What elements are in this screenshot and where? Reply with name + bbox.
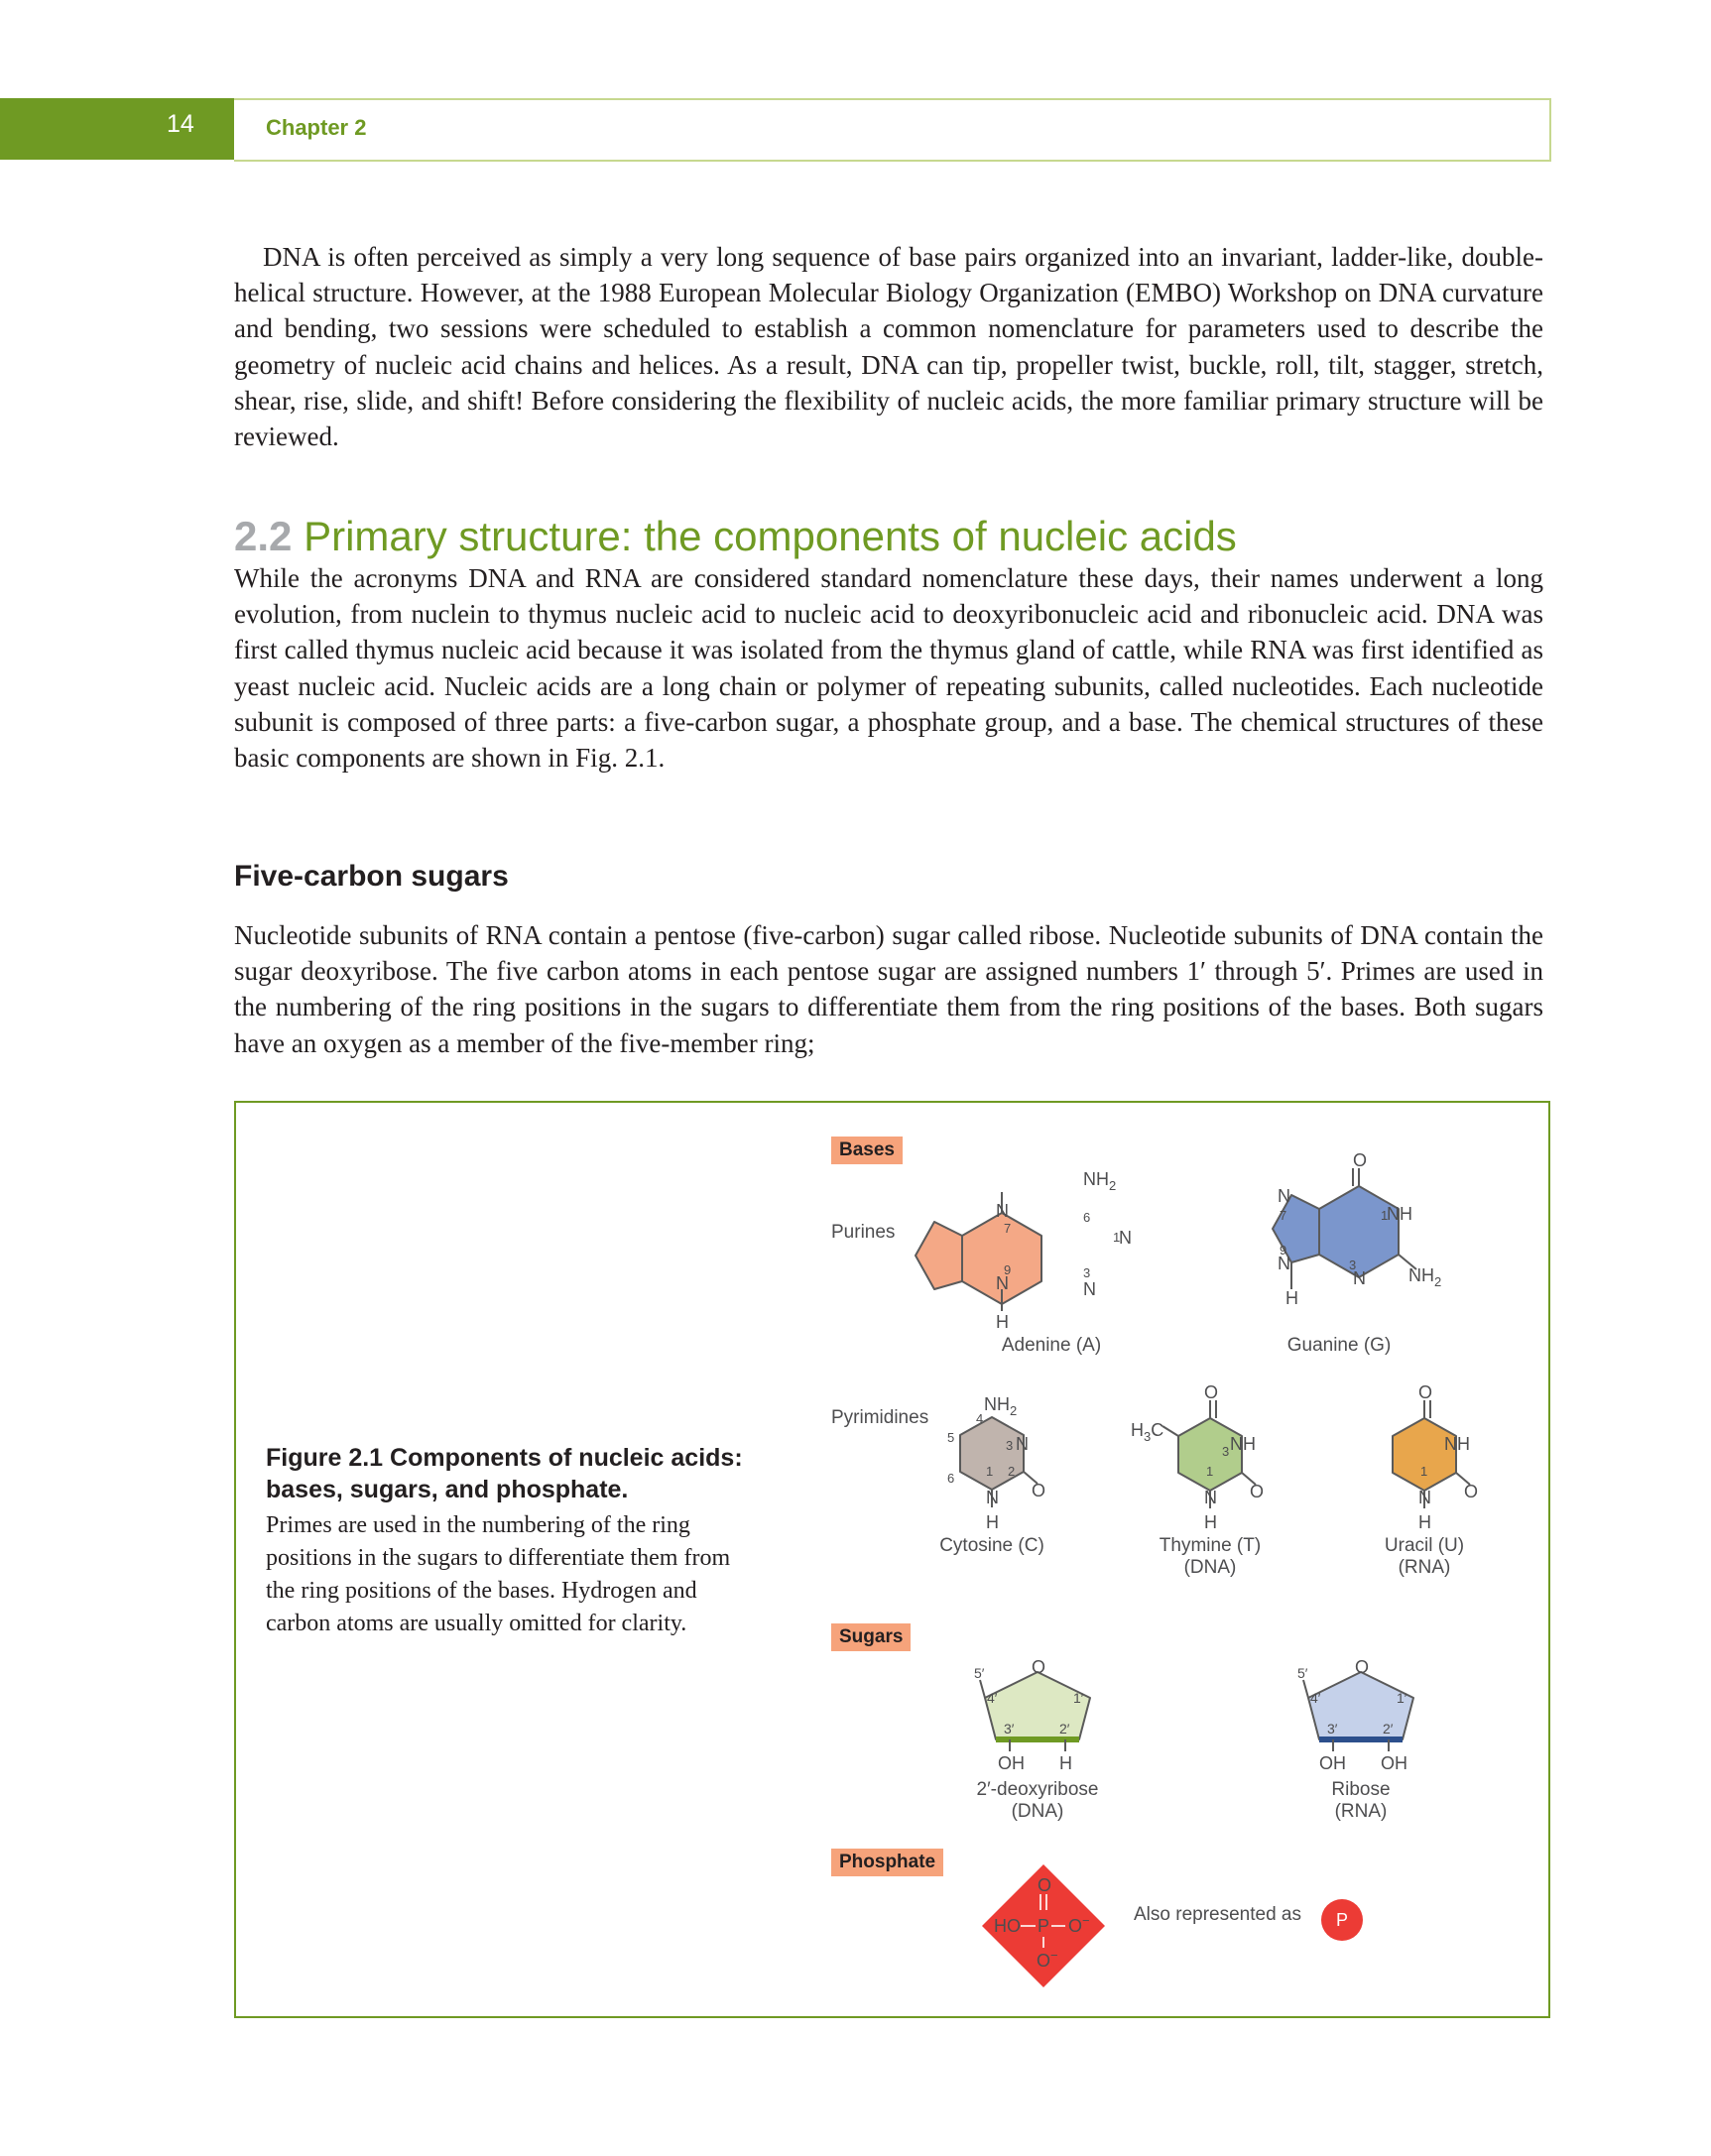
page-number: 14 [167, 110, 194, 138]
label-num: 9 [1004, 1262, 1012, 1277]
label-o: O [1353, 1150, 1368, 1170]
label-h: H [986, 1512, 999, 1532]
label-num: 4 [976, 1411, 984, 1426]
label-n: N [996, 1273, 1009, 1293]
tag-sugars: Sugars [831, 1623, 911, 1651]
adenine-label: Adenine (A) [1001, 1335, 1102, 1356]
label-n: N [1278, 1254, 1290, 1273]
label-prime: 5′ [974, 1665, 985, 1681]
label-n: N [1353, 1268, 1366, 1288]
label-num: 3 [1349, 1258, 1357, 1272]
subsection-heading: Five-carbon sugars [234, 860, 509, 893]
label-num: 6 [1083, 1210, 1091, 1225]
label-n: N [986, 1488, 999, 1507]
label-num: 6 [947, 1471, 955, 1486]
label-prime: 1′ [1397, 1690, 1407, 1706]
label-nh2: $NH_2$ [984, 1394, 1018, 1418]
label-nh2: $NH_2$ [1408, 1265, 1442, 1289]
uracil-structure [1393, 1400, 1470, 1508]
label-num: 1 [986, 1464, 994, 1479]
label-num: 7 [1280, 1208, 1287, 1223]
label-prime: 1′ [1073, 1690, 1084, 1706]
label-num: 9 [1280, 1243, 1287, 1258]
chapter-label: Chapter 2 [266, 115, 367, 140]
thymine-label: Thymine (T) (DNA) [1159, 1535, 1262, 1578]
cytosine-label: Cytosine (C) [939, 1535, 1044, 1556]
cytosine-structure [960, 1417, 1038, 1507]
section-title: Primary structure: the components of nucleic acids [304, 513, 1237, 559]
label-o: O [1204, 1382, 1219, 1402]
tag-phosphate: Phosphate [831, 1849, 943, 1876]
label-n: N [1016, 1434, 1029, 1454]
phosphate-symbol: P [1336, 1910, 1349, 1930]
phos-o-bottom: O− [1037, 1948, 1058, 1971]
uracil-label: Uracil (U) (RNA) [1384, 1535, 1465, 1578]
label-nh: NH [1387, 1204, 1412, 1224]
label-num: 1 [1381, 1208, 1389, 1223]
label-num: 3 [1006, 1438, 1014, 1453]
label-o: O [1250, 1482, 1265, 1501]
also-represented-label: Also represented as [1134, 1904, 1301, 1925]
ribose-structure [1303, 1672, 1413, 1751]
label-o: O [1032, 1657, 1046, 1677]
phos-p: P [1038, 1916, 1050, 1936]
phos-o-top: O [1038, 1875, 1052, 1895]
label-n: N [1119, 1228, 1132, 1248]
label-prime: 4′ [987, 1690, 998, 1706]
label-oh: OH [998, 1753, 1025, 1773]
label-n: N [1418, 1488, 1431, 1507]
adenine-structure [916, 1192, 1041, 1311]
label-o: O [1355, 1657, 1370, 1677]
section-paragraph: While the acronyms DNA and RNA are considered standard nomenclature these days, their names underwent a long evolution, from nuclein to thymus nucleic acid to nucleic acid to deoxyribonucleic acid and ribonucleic acid. DNA was first called thymus nucleic acid because it was isolated from the thymus gland of cattle, while RNA was first identified as yeast nucleic acid. Nucleic acids are a long chain or polymer of repeating subunits, called nucleotides. Each nucleotide subunit is composed of three parts: a five-carbon sugar, a phosphate group, and a base. The chemical structures of these basic components are shown in Fig. 2.1. [234, 563, 1543, 774]
label-n: N [1278, 1186, 1290, 1206]
phos-o-right: O− [1068, 1913, 1090, 1936]
label-nh: NH [1444, 1434, 1470, 1454]
label-h3c: $H_3C$ [1131, 1420, 1164, 1444]
label-prime: 4′ [1310, 1690, 1321, 1706]
subsection-paragraph: Nucleotide subunits of RNA contain a pentose (five-carbon) sugar called ribose. Nucleotide subunits of DNA contain the sugar deoxyribose. The five carbon atoms in each pentose sugar are assigned numbers 1′ through 5′. Primes are used in the numbering of the ring positions in the sugars to differentiate them from the ring positions of the bases. Both sugars have an oxygen as a member of the five-member ring; [234, 920, 1543, 1058]
label-h: H [996, 1312, 1009, 1332]
label-num: 2 [1008, 1464, 1016, 1479]
label-h: H [1204, 1512, 1217, 1532]
label-oh: OH [1319, 1753, 1346, 1773]
label-prime: 5′ [1297, 1665, 1308, 1681]
deoxyribose-label: 2′-deoxyribose (DNA) [976, 1779, 1099, 1822]
label-prime: 3′ [1327, 1721, 1338, 1737]
caption-title: Figure 2.1 Components of nucleic acids: bases, sugars, and phosphate. [266, 1444, 743, 1503]
label-num: 3 [1222, 1444, 1230, 1459]
label-num: 1 [1420, 1464, 1428, 1479]
phosphate-structure [982, 1864, 1363, 1987]
section-number: 2.2 [234, 513, 293, 559]
ribose-label: Ribose (RNA) [1331, 1779, 1391, 1822]
deoxyribose-structure [980, 1672, 1090, 1751]
label-h: H [1418, 1512, 1431, 1532]
label-o: O [1464, 1482, 1479, 1501]
guanine-label: Guanine (G) [1286, 1335, 1392, 1356]
label-nh: NH [1230, 1434, 1256, 1454]
row-label-purines: Purines [831, 1222, 896, 1243]
label-h: H [1285, 1288, 1298, 1308]
label-o: O [1032, 1481, 1046, 1500]
row-label-pyrimidines: Pyrimidines [831, 1407, 929, 1428]
tag-bases: Bases [831, 1137, 903, 1164]
label-prime: 2′ [1383, 1721, 1394, 1737]
intro-paragraph: DNA is often perceived as simply a very long sequence of base pairs organized into an invariant, ladder-like, double-helical structure. However, at the 1988 European Molecular Biology Organization (EMBO) Workshop on DNA curvature and bending, two sessions were scheduled to establish a common nomenclature for parameters used to describe the geometry of nucleic acid chains and helices. As a result, DNA can tip, propeller twist, buckle, roll, tilt, stagger, stretch, shear, rise, slide, and shift! Before considering the flexibility of nucleic acids, the more familiar primary structure will be reviewed. [234, 242, 1543, 452]
label-prime: 3′ [1004, 1721, 1015, 1737]
label-h: H [1059, 1753, 1072, 1773]
label-n: N [996, 1201, 1009, 1221]
label-oh: OH [1381, 1753, 1407, 1773]
label-n: N [1204, 1488, 1217, 1507]
label-num: 5 [947, 1430, 955, 1445]
label-num: 1 [1206, 1464, 1214, 1479]
label-n: N [1083, 1279, 1096, 1299]
label-o: O [1418, 1382, 1433, 1402]
label-prime: 2′ [1059, 1721, 1070, 1737]
phos-ho: HO [994, 1916, 1021, 1936]
label-nh2: $NH_2$ [1083, 1169, 1117, 1193]
label-num: 1 [1113, 1230, 1121, 1245]
caption-body: Primes are used in the numbering of the ring positions in the sugars to differentiate them from the ring positions of the bases. Hydrogen and carbon atoms are usually omitted for clarity. [266, 1512, 731, 1636]
label-num: 7 [1004, 1221, 1012, 1236]
guanine-structure [1273, 1168, 1416, 1289]
label-num: 3 [1083, 1265, 1091, 1280]
